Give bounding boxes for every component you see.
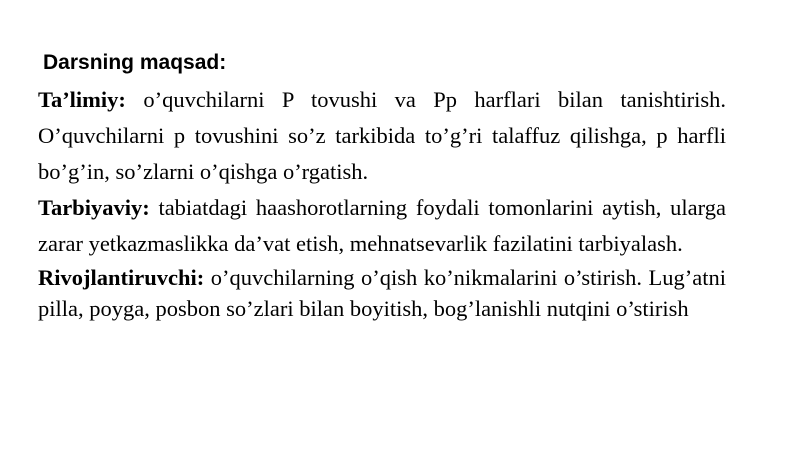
objective-upbringing <box>38 190 726 262</box>
objective-educational <box>38 82 726 190</box>
objective-developmental <box>38 262 726 324</box>
objective-text: tabiatdagi haashorotlarning foydali tomonlarini aytish, ularga zarar yetkazmaslikka da’vat etish, mehnatsevarlik fazilatini tarbiyalash. <box>38 195 726 256</box>
slide-content <box>38 50 726 324</box>
objective-label: Ta’limiy: <box>38 87 126 112</box>
objective-text: o’quvchilarning o’qish ko’nikmalarini o’stirish. Lug’atni pilla, poyga, posbon so’zlari bilan boyitish, bog’lanishli nutqini o’stirish <box>38 265 726 321</box>
slide-heading: Darsning maqsad: <box>43 51 227 74</box>
objective-text: o’quvchilarni P tovushi va Pp harflari bilan tanishtirish. O’quvchilarni p tovushini so’z tarkibida to’g’ri talaffuz qilishga, p harfli bo’g’in, so’zlarni o’qishga o’rgatish. <box>38 87 726 184</box>
objective-label: Rivojlantiruvchi: <box>38 265 205 290</box>
objective-label: Tarbiyaviy: <box>38 195 150 220</box>
